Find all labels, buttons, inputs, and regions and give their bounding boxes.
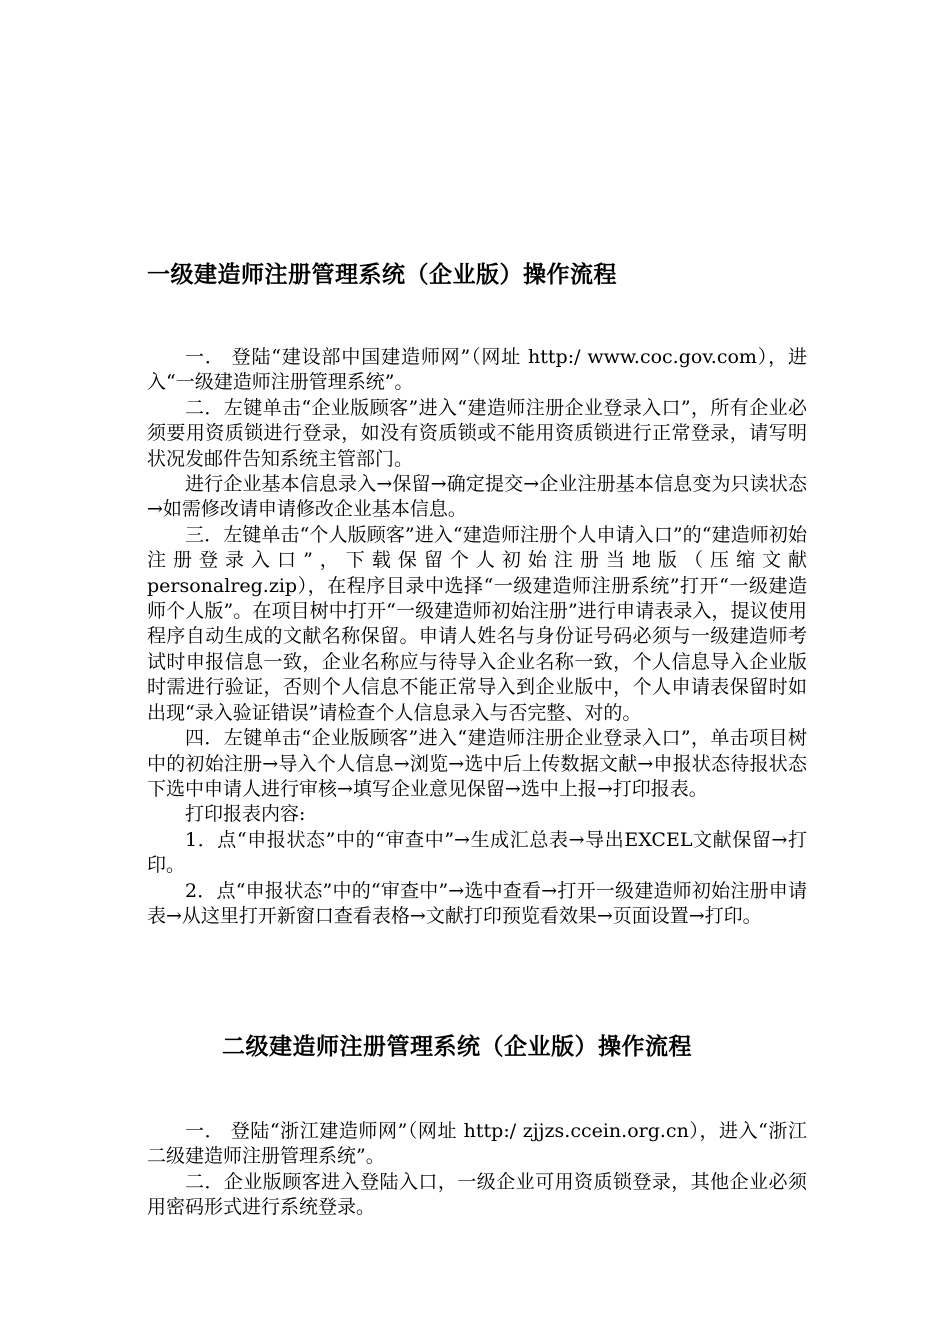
paragraph: 三．左键单击“个人版顾客”进入“建造师注册个人申请入口”的“建造师初始注册登录入口”，下载保留个人初始注册当地版（压缩文献 personalreg.zip），在程序目录中选择“一级建造师注册系统”打开“一级建造师个人版”。在项目树中打开“一级建造师初始注册”进行申请表录入，提议使用程序自动生成的文献名称保留。申请人姓名与身份证号码必须与一级建造师考试时申报信息一致，企业名称应与待导入企业名称一致，个人信息导入企业版时需进行验证，否则个人信息不能正常导入到企业版中，个人申请表保留时如出现“录入验证错误”请检查个人信息录入与否完整、对的。 xyxy=(147,523,807,724)
paragraph: 四．左键单击“企业版顾客”进入“建造师注册企业登录入口”，单击项目树中的初始注册→导入个人信息→浏览→选中后上传数据文献→申报状态待报状态下选中申请人进行审核→填写企业意见保留→选中上报→打印报表。 xyxy=(147,727,807,800)
paragraph: 一． 登陆“浙江建造师网”（网址 http:/ zjjzs.ccein.org.cn），进入“浙江二级建造师注册管理系统”。 xyxy=(147,1120,807,1168)
paragraph: 二．企业版顾客进入登陆入口，一级企业可用资质锁登录，其他企业必须用密码形式进行系统登录。 xyxy=(147,1170,807,1219)
paragraph: 进行企业基本信息录入→保留→确定提交→企业注册基本信息变为只读状态→如需修改请申请修改企业基本信息。 xyxy=(147,473,807,521)
section-2-body xyxy=(147,1119,807,1221)
paragraph: 打印报表内容: xyxy=(185,803,306,826)
paragraph: 二．左键单击“企业版顾客”进入“建造师注册企业登录入口”，所有企业必须要用资质锁进行登录，如没有资质锁或不能用资质锁进行正常登录，请写明状况发邮件告知系统主管部门。 xyxy=(147,396,807,470)
paragraph: 2．点“申报状态”中的“审查中”→选中查看→打开一级建造师初始注册申请表→从这里打开新窗口查看表格→文献打印预览看效果→页面设置→打印。 xyxy=(147,879,807,927)
section-2-title: 二级建造师注册管理系统（企业版）操作流程 xyxy=(222,1034,692,1060)
section-1-body xyxy=(147,345,807,929)
section-1-title: 一级建造师注册管理系统（企业版）操作流程 xyxy=(147,262,617,288)
paragraph: 1．点“申报状态”中的“审查中”→生成汇总表→导出EXCEL文献保留→打印。 xyxy=(147,828,807,877)
paragraph: 一． 登陆“建设部中国建造师网”（网址 http:/ www.coc.gov.com），进入“一级建造师注册管理系统”。 xyxy=(147,346,807,394)
